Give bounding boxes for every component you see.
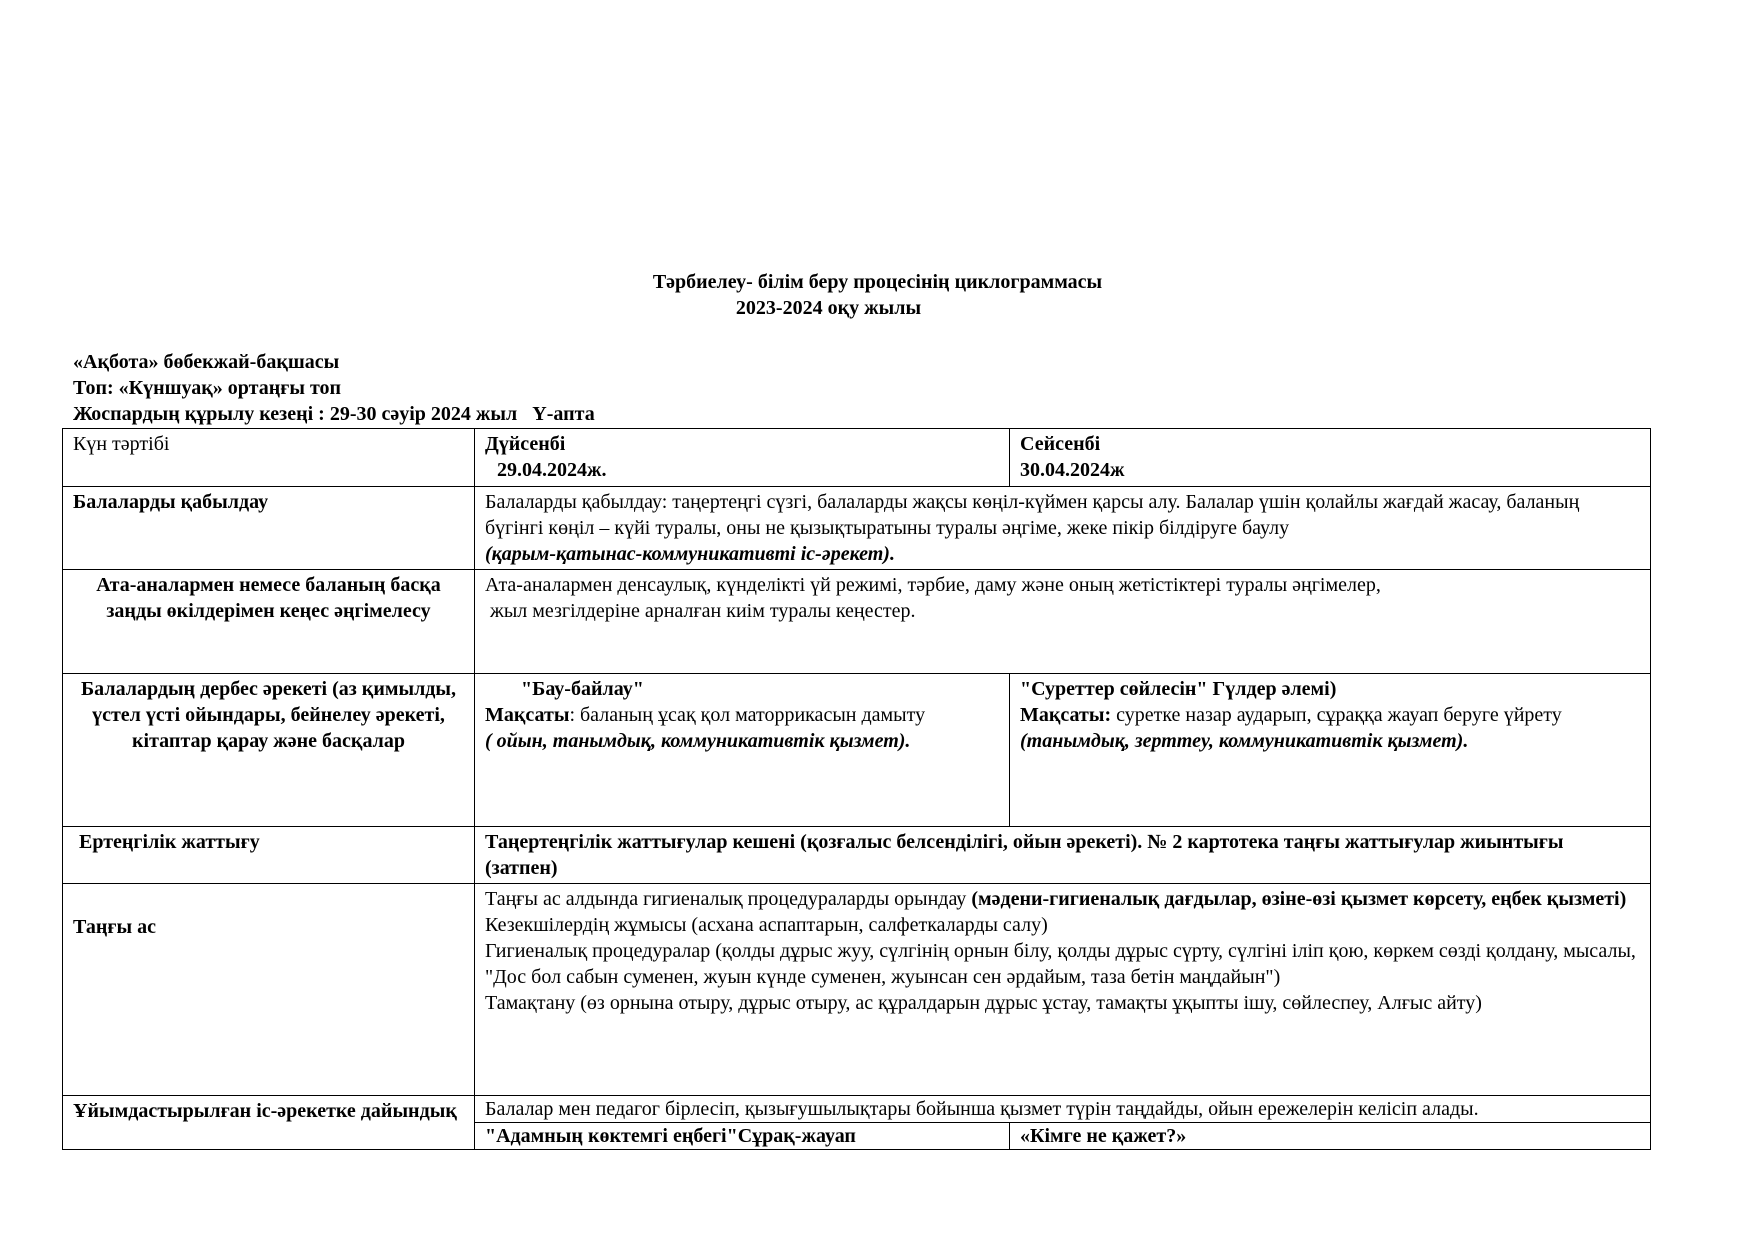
independent-day2-title: "Суреттер сөйлесін" Гүлдер әлемі) xyxy=(1020,678,1337,700)
parents-line-2: жыл мезгілдеріне арналған киім туралы кеңестер. xyxy=(485,600,916,622)
plan-period: Жоспардың құрылу кезеңі : 29-30 сәуір 2024 жыл Ү-апта xyxy=(73,403,595,425)
header-row xyxy=(63,429,1651,487)
title-line-2: 2023-2024 оқу жылы xyxy=(735,297,922,319)
parents-content xyxy=(475,570,1651,674)
preparation-day2: «Кімге не қажет?» xyxy=(1010,1123,1651,1150)
breakfast-content xyxy=(475,884,1651,1096)
reception-row xyxy=(63,487,1651,570)
preparation-day1: "Адамның көктемгі еңбегі"Сұрақ-жауап xyxy=(475,1123,1010,1150)
parents-line-1: Ата-аналармен денсаулық, күнделікті үй режимі, тәрбие, даму және оның жетістіктері туралы әңгімелер, xyxy=(485,574,1381,596)
day1-date: 29.04.2024ж. xyxy=(497,459,607,481)
header-cell-day1 xyxy=(475,429,1010,487)
schedule-table xyxy=(62,428,1651,1150)
breakfast-label: Таңғы ас xyxy=(63,884,475,1096)
independent-day2 xyxy=(1010,674,1651,827)
breakfast-row xyxy=(63,884,1651,1096)
group-name: Топ: «Күншуақ» ортаңғы топ xyxy=(73,377,342,399)
document-meta xyxy=(73,349,595,427)
independent-row xyxy=(63,674,1651,827)
independent-label: Балалардың дербес әрекеті (аз қимылды, үстел үсті ойындары, бейнелеу әрекеті, кітаптар қарау және басқалар xyxy=(63,674,475,827)
breakfast-line-2: Кезекшілердің жұмысы (асхана аспаптарын, салфеткаларды салу) xyxy=(485,914,1048,936)
breakfast-line-1: Таңғы ас алдында гигиеналық процедураларды орындау (мәдени-гигиеналық дағдылар, өзіне-өзі қызмет көрсету, еңбек қызметі) xyxy=(485,888,1627,910)
title-line-1: Тәрбиелеу- білім беру процесінің циклограммасы xyxy=(652,271,1103,293)
exercise-row xyxy=(63,827,1651,884)
reception-label: Балаларды қабылдау xyxy=(63,487,475,570)
header-cell-day2 xyxy=(1010,429,1651,487)
header-cell-schedule: Күн тәртібі xyxy=(63,429,475,487)
day2-date: 30.04.2024ж xyxy=(1020,459,1125,481)
preparation-row xyxy=(63,1096,1651,1123)
parents-label: Ата-аналармен немесе баланың басқа заңды өкілдерімен кеңес әңгімелесу xyxy=(63,570,475,674)
preparation-text: Балалар мен педагог бірлесіп, қызығушылықтары бойынша қызмет түрін таңдайды, ойын ережелерін келісіп алады. xyxy=(475,1096,1651,1123)
exercise-label: Ертеңгілік жаттығу xyxy=(63,827,475,884)
independent-day2-activity: (танымдық, зерттеу, коммуникативтік қызмет). xyxy=(1020,730,1469,752)
independent-day1-title: "Бау-байлау" xyxy=(521,678,644,700)
independent-day1 xyxy=(475,674,1010,827)
day1-name: Дүйсенбі xyxy=(485,433,566,455)
day2-name: Сейсенбі xyxy=(1020,433,1101,455)
breakfast-line-3: Гигиеналық процедуралар (қолды дұрыс жуу, сүлгінің орнын білу, қолды дұрыс сүрту, сүлгіні іліп қою, көркем сөзді қолдану, мысалы, "Дос бол сабын суменен, жуын күнде суменен, жуынсан сен әрдайым, таза бетін маңдайын") xyxy=(485,940,1636,988)
document-title xyxy=(0,269,1755,321)
reception-content xyxy=(475,487,1651,570)
preparation-label: Ұйымдастырылған іс-әрекетке дайындық xyxy=(63,1096,475,1150)
exercise-text: Таңертеңгілік жаттығулар кешені (қозғалыс белсенділігі, ойын әрекеті). № 2 картотека таңғы жаттығулар жиынтығы (затпен) xyxy=(475,827,1651,884)
independent-day1-activity: ( ойын, танымдық, коммуникативтік қызмет). xyxy=(485,730,911,752)
breakfast-line-4: Тамақтану (өз орнына отыру, дұрыс отыру, ас құралдарын дұрыс ұстау, тамақты ұқыпты ішу, сөйлеспеу, Алғыс айту) xyxy=(485,992,1482,1014)
reception-activity: (қарым-қатынас-коммуникативті іс-әрекет). xyxy=(485,543,895,565)
parents-row xyxy=(63,570,1651,674)
kindergarten-name: «Ақбота» бөбекжай-бақшасы xyxy=(73,351,340,373)
independent-day1-goal: Мақсаты: баланың ұсақ қол маторрикасын дамыту xyxy=(485,704,926,726)
independent-day2-goal: Мақсаты: суретке назар аударып, сұраққа жауап беруге үйрету xyxy=(1020,704,1562,726)
reception-text: Балаларды қабылдау: таңертеңгі сүзгі, балаларды жақсы көңіл-күймен қарсы алу. Балалар үшін қолайлы жағдай жасау, баланың бүгінгі көңіл – күйі туралы, оны не қызықтыратыны туралы әңгіме, жеке пікір білдіруге баулу xyxy=(485,491,1580,539)
